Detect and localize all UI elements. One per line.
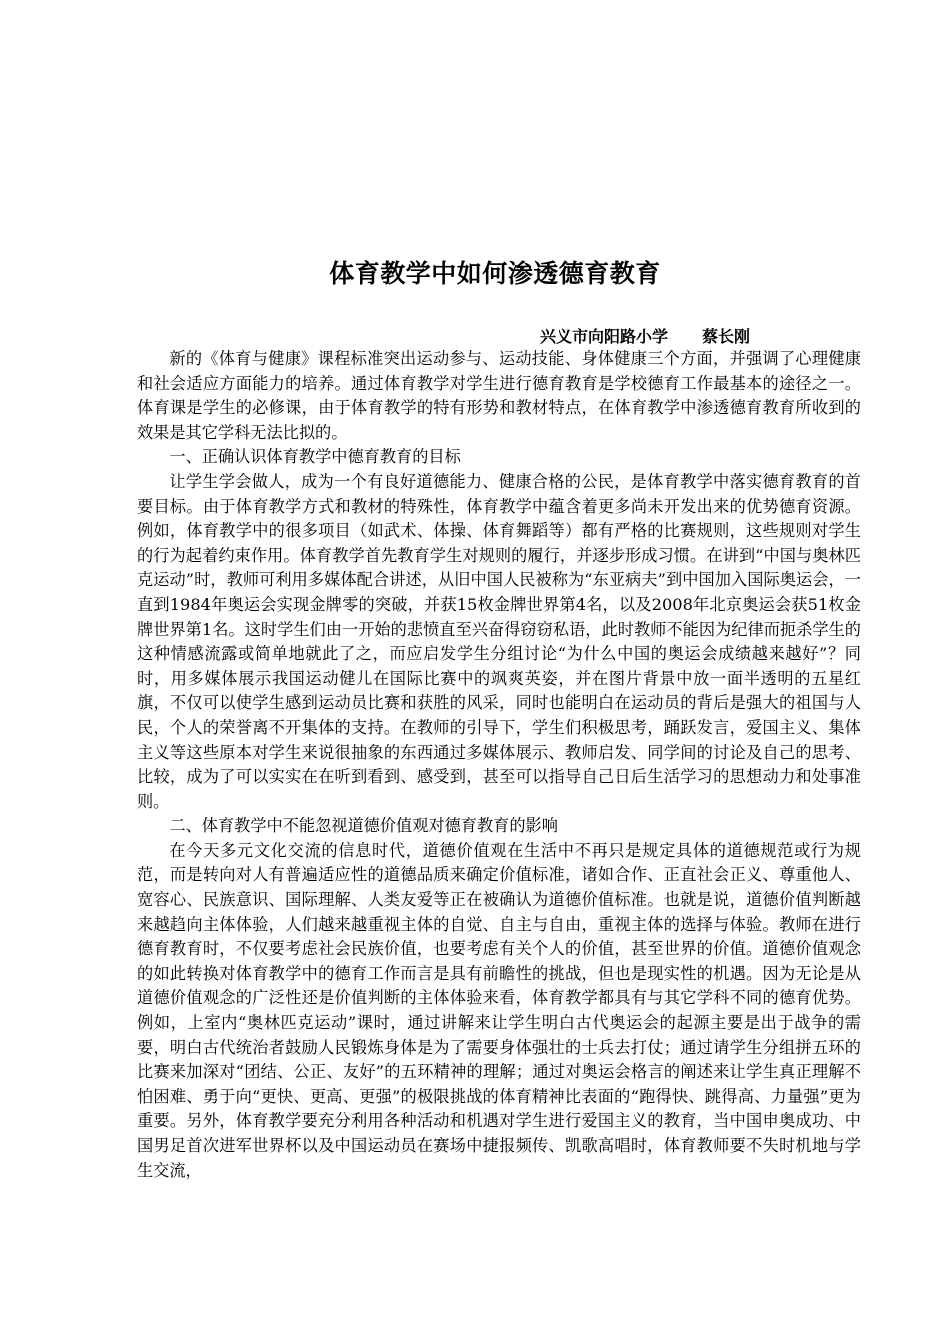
paragraph-section-2: 在今天多元文化交流的信息时代，道德价值观在生活中不再只是规定具体的道德规范或行为规范，而是转向对人有普遍适应性的道德品质来确定价值标准，诸如合作、正直社会正义、尊重他人、宽容心、民族意识、国际理解、人类友爱等正在被确认为道德价值标准。也就是说，道德价值判断越来越趋向主体体验，人们越来越重视主体的自觉、自主与自由，重视主体的选择与体验。教师在进行德育教育时，不仅要考虑社会民族价值，也要考虑有关个人的价值，甚至世界的价值。道德价值观念的如此转换对体育教学中的德育工作而言是具有前瞻性的挑战，但也是现实性的机遇。因为无论是从道德价值观念的广泛性还是价值判断的主体体验来看，体育教学都具有与其它学科不同的德育优势。例如，上室内“奥林匹克运动”课时，通过讲解来让学生明白古代奥运会的起源主要是出于战争的需要，明白古代统治者鼓励人民锻炼身体是为了需要身体强壮的士兵去打仗；通过请学生分组拼五环的比赛来加深对“团结、公正、友好”的五环精神的理解；通过对奥运会格言的阐述来让学生真正理解不怕困难、勇于向“更快、更高、更强”的极限挑战的体育精神比表面的“跑得快、跳得高、力量强”更为重要。另外，体育教学要充分利用各种活动和机遇对学生进行爱国主义的教育，当中国申奥成功、中国男足首次进军世界杯以及中国运动员在赛场中捷报频传、凯歌高唱时，体育教师要不失时机地与学生交流， — [137, 840, 861, 1180]
paragraph-section-1: 让学生学会做人，成为一个有良好道德能力、健康合格的公民，是体育教学中落实德育教育的首要目标。由于体育教学方式和教材的特殊性，体育教学中蕴含着更多尚未开发出来的优势德育资源。例如，体育教学中的很多项目（如武术、体操、体育舞蹈等）都有严格的比赛规则，这些规则对学生的行为起着约束作用。体育教学首先教育学生对规则的履行，并逐步形成习惯。在讲到“中国与奥林匹克运动”时，教师可利用多媒体配合讲述，从旧中国人民被称为“东亚病夫”到中国加入国际奥运会，一直到1984年奥运会实现金牌零的突破，并获15枚金牌世界第4名，以及2008年北京奥运会获51枚金牌世界第1名。这时学生们由一开始的悲愤直至兴奋得窃窃私语，此时教师不能因为纪律而扼杀学生的这种情感流露或简单地就此了之，而应启发学生分组讨论“为什么中国的奥运会成绩越来越好”？同时，用多媒体展示我国运动健儿在国际比赛中的飒爽英姿，并在图片背景中放一面半透明的五星红旗，不仅可以使学生感到运动员比赛和获胜的风采，同时也能明白在运动员的背后是强大的祖国与人民，个人的荣誉离不开集体的支持。在教师的引导下，学生们积极思考，踊跃发言，爱国主义、集体主义等这些原本对学生来说很抽象的东西通过多媒体展示、教师启发、同学间的讨论及自己的思考、比较，成为了可以实实在在听到看到、感受到，甚至可以指导自己日后生活学习的思想动力和处事准则。 — [137, 471, 861, 811]
paragraph-intro: 新的《体育与健康》课程标准突出运动参与、运动技能、身体健康三个方面，并强调了心理健康和社会适应方面能力的培养。通过体育教学对学生进行德育教育是学校德育工作最基本的途径之一。体育课是学生的必修课，由于体育教学的特有形势和教材特点，在体育教学中渗透德育教育所收到的效果是其它学科无法比拟的。 — [137, 349, 861, 442]
author-school: 兴义市向阳路小学 — [540, 327, 669, 346]
author-name: 蔡长刚 — [702, 327, 751, 346]
document-title: 体育教学中如何渗透德育教育 — [329, 259, 661, 288]
author-line — [540, 326, 750, 348]
document-body — [137, 347, 861, 1183]
section-heading-1: 一、正确认识体育教学中德育教育的目标 — [169, 447, 461, 467]
section-heading-2: 二、体育教学中不能忽视道德价值观对德育教育的影响 — [169, 816, 558, 836]
